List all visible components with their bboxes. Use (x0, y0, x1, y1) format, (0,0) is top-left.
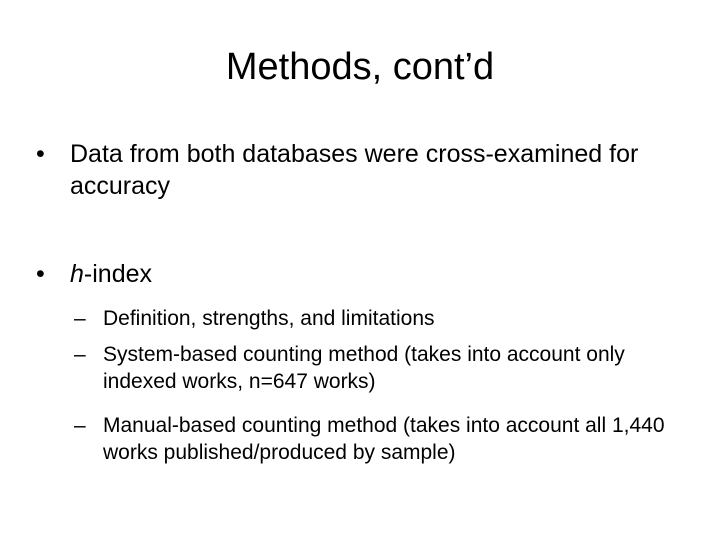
bullet-text: Data from both databases were cross-examined for accuracy (70, 140, 639, 200)
sub-bullet-item (74, 305, 684, 332)
sub-bullet-text: Definition, strengths, and limitations (103, 307, 435, 330)
dash-icon: – (74, 414, 86, 437)
bullet-icon: • (36, 260, 45, 288)
bullet-icon: • (36, 140, 45, 168)
slide-title: Methods, cont’d (225, 46, 495, 88)
sub-bullet-text: System-based counting method (takes into account only indexed works, n=647 works) (103, 343, 625, 393)
bullet-item (36, 258, 676, 290)
dash-icon: – (74, 307, 86, 330)
bullet-text-rest: -index (83, 260, 152, 288)
bullet-text (36, 258, 676, 290)
dash-icon: – (74, 343, 86, 366)
sub-bullet-item (74, 341, 684, 395)
sub-bullet-item (74, 412, 684, 466)
bullet-italic-text: h (70, 260, 84, 288)
bullet-item (36, 138, 676, 202)
sub-bullet-text: Manual-based counting method (takes into account all 1,440 works published/produced by sample) (103, 414, 665, 464)
